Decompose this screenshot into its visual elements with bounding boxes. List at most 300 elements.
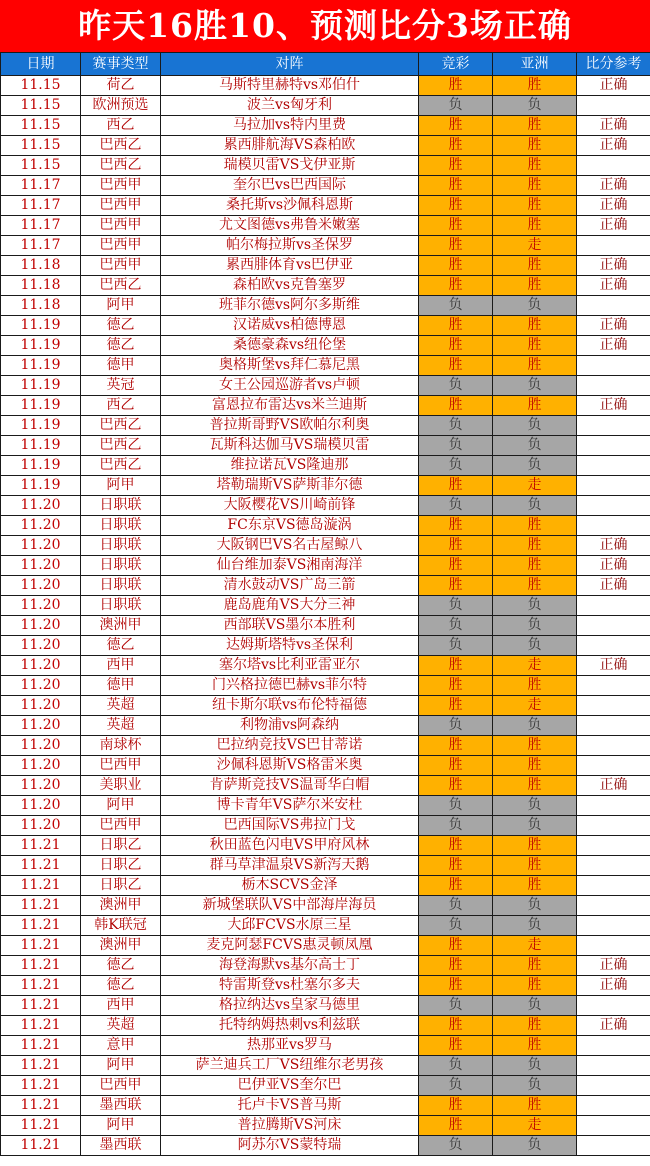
table-row: [1, 1116, 650, 1136]
match-cell: 群马草津温泉VS新泻天鹅: [161, 856, 419, 876]
jingcai-cell: 负: [419, 716, 493, 736]
match-cell: 普拉斯哥野VS欧帕尔利奥: [161, 416, 419, 436]
score-ref-cell: 正确: [577, 136, 650, 156]
date-cell: 11.17: [1, 236, 81, 256]
asia-cell: 胜: [493, 776, 577, 796]
table-row: [1, 1056, 650, 1076]
match-cell: 纽卡斯尔联vs布伦特福德: [161, 696, 419, 716]
score-ref-cell: [577, 456, 650, 476]
table-row: [1, 1076, 650, 1096]
asia-cell: 胜: [493, 956, 577, 976]
date-cell: 11.15: [1, 76, 81, 96]
league-cell: 巴西甲: [81, 236, 161, 256]
match-cell: 格拉纳达vs皇家马德里: [161, 996, 419, 1016]
table-row: [1, 296, 650, 316]
date-cell: 11.20: [1, 496, 81, 516]
league-cell: 巴西甲: [81, 256, 161, 276]
match-cell: 森柏欧vs克鲁塞罗: [161, 276, 419, 296]
league-cell: 阿甲: [81, 796, 161, 816]
asia-cell: 胜: [493, 216, 577, 236]
table-row: [1, 1016, 650, 1036]
match-cell: 新城堡联队VS中部海岸海员: [161, 896, 419, 916]
date-cell: 11.20: [1, 556, 81, 576]
match-cell: 马拉加vs特内里费: [161, 116, 419, 136]
match-cell: 热那亚vs罗马: [161, 1036, 419, 1056]
score-ref-cell: [577, 1056, 650, 1076]
league-cell: 日职联: [81, 576, 161, 596]
score-ref-cell: 正确: [577, 276, 650, 296]
asia-cell: 胜: [493, 156, 577, 176]
date-cell: 11.17: [1, 216, 81, 236]
match-cell: 波兰vs匈牙利: [161, 96, 419, 116]
league-cell: 南球杯: [81, 736, 161, 756]
jingcai-cell: 负: [419, 896, 493, 916]
jingcai-cell: 胜: [419, 696, 493, 716]
table-row: [1, 856, 650, 876]
league-cell: 巴西甲: [81, 756, 161, 776]
league-cell: 德甲: [81, 676, 161, 696]
table-row: [1, 656, 650, 676]
asia-cell: 负: [493, 896, 577, 916]
league-cell: 日职联: [81, 556, 161, 576]
asia-cell: 胜: [493, 76, 577, 96]
match-cell: 塞尔塔vs比利亚雷亚尔: [161, 656, 419, 676]
league-cell: 德乙: [81, 336, 161, 356]
jingcai-cell: 胜: [419, 276, 493, 296]
table-row: [1, 156, 650, 176]
score-ref-cell: [577, 1096, 650, 1116]
date-cell: 11.19: [1, 356, 81, 376]
jingcai-cell: 胜: [419, 956, 493, 976]
match-cell: 瑞模贝雷VS戈伊亚斯: [161, 156, 419, 176]
match-cell: 塔勒瑞斯VS萨斯菲尔德: [161, 476, 419, 496]
league-cell: 澳洲甲: [81, 936, 161, 956]
jingcai-cell: 胜: [419, 216, 493, 236]
asia-cell: 负: [493, 456, 577, 476]
match-cell: 秋田蓝色闪电VS甲府风林: [161, 836, 419, 856]
jingcai-cell: 胜: [419, 176, 493, 196]
table-row: [1, 436, 650, 456]
match-cell: 奥格斯堡vs拜仁慕尼黑: [161, 356, 419, 376]
league-cell: 日职乙: [81, 836, 161, 856]
table-row: [1, 316, 650, 336]
date-cell: 11.20: [1, 776, 81, 796]
league-cell: 西乙: [81, 116, 161, 136]
date-cell: 11.21: [1, 1016, 81, 1036]
match-cell: 门兴格拉德巴赫vs菲尔特: [161, 676, 419, 696]
date-cell: 11.21: [1, 1096, 81, 1116]
date-cell: 11.21: [1, 936, 81, 956]
table-row: [1, 456, 650, 476]
match-cell: 女王公园巡游者vs卢顿: [161, 376, 419, 396]
asia-cell: 胜: [493, 276, 577, 296]
asia-cell: 胜: [493, 756, 577, 776]
date-cell: 11.20: [1, 696, 81, 716]
table-row: [1, 716, 650, 736]
date-cell: 11.21: [1, 856, 81, 876]
table-row: [1, 1096, 650, 1116]
asia-cell: 胜: [493, 836, 577, 856]
match-cell: 瓦斯科达伽马VS瑞模贝雷: [161, 436, 419, 456]
league-cell: 日职乙: [81, 856, 161, 876]
score-ref-cell: 正确: [577, 976, 650, 996]
league-cell: 巴西甲: [81, 1076, 161, 1096]
score-ref-cell: [577, 416, 650, 436]
jingcai-cell: 负: [419, 416, 493, 436]
jingcai-cell: 负: [419, 296, 493, 316]
asia-cell: 胜: [493, 516, 577, 536]
date-cell: 11.19: [1, 416, 81, 436]
score-ref-cell: [577, 916, 650, 936]
league-cell: 澳洲甲: [81, 616, 161, 636]
jingcai-cell: 负: [419, 376, 493, 396]
league-cell: 德甲: [81, 356, 161, 376]
asia-cell: 胜: [493, 876, 577, 896]
match-cell: 维拉诺瓦VS隆迪那: [161, 456, 419, 476]
asia-cell: 负: [493, 596, 577, 616]
date-cell: 11.19: [1, 396, 81, 416]
league-cell: 阿甲: [81, 1056, 161, 1076]
jingcai-cell: 胜: [419, 1036, 493, 1056]
date-cell: 11.21: [1, 836, 81, 856]
score-ref-cell: [577, 236, 650, 256]
date-cell: 11.21: [1, 956, 81, 976]
table-row: [1, 136, 650, 156]
league-cell: 巴西乙: [81, 456, 161, 476]
score-ref-cell: [577, 1136, 650, 1156]
league-cell: 英超: [81, 696, 161, 716]
score-ref-cell: [577, 876, 650, 896]
table-row: [1, 936, 650, 956]
league-cell: 墨西联: [81, 1136, 161, 1156]
date-cell: 11.20: [1, 716, 81, 736]
asia-cell: 负: [493, 796, 577, 816]
asia-cell: 胜: [493, 256, 577, 276]
jingcai-cell: 胜: [419, 156, 493, 176]
match-cell: 萨兰迪兵工厂VS纽维尔老男孩: [161, 1056, 419, 1076]
table-row: [1, 976, 650, 996]
jingcai-cell: 胜: [419, 836, 493, 856]
league-cell: 西乙: [81, 396, 161, 416]
league-cell: 美职业: [81, 776, 161, 796]
header-asia: 亚洲: [493, 53, 577, 76]
date-cell: 11.20: [1, 796, 81, 816]
date-cell: 11.15: [1, 116, 81, 136]
jingcai-cell: 胜: [419, 316, 493, 336]
table-row: [1, 636, 650, 656]
jingcai-cell: 胜: [419, 656, 493, 676]
date-cell: 11.17: [1, 196, 81, 216]
score-ref-cell: [577, 736, 650, 756]
jingcai-cell: 胜: [419, 196, 493, 216]
table-row: [1, 556, 650, 576]
table-row: [1, 596, 650, 616]
match-cell: 桑托斯vs沙佩科恩斯: [161, 196, 419, 216]
table-row: [1, 676, 650, 696]
score-ref-cell: 正确: [577, 256, 650, 276]
table-row: [1, 796, 650, 816]
header-jingcai: 竞彩: [419, 53, 493, 76]
league-cell: 巴西乙: [81, 436, 161, 456]
match-cell: 托特纳姆热刺vs利兹联: [161, 1016, 419, 1036]
league-cell: 日职联: [81, 536, 161, 556]
match-cell: 累西腓航海VS森柏欧: [161, 136, 419, 156]
match-cell: 栃木SCVS金泽: [161, 876, 419, 896]
jingcai-cell: 负: [419, 496, 493, 516]
score-ref-cell: 正确: [577, 176, 650, 196]
asia-cell: 胜: [493, 136, 577, 156]
asia-cell: 负: [493, 436, 577, 456]
score-ref-cell: [577, 96, 650, 116]
asia-cell: 胜: [493, 116, 577, 136]
score-ref-cell: 正确: [577, 776, 650, 796]
score-ref-cell: 正确: [577, 196, 650, 216]
asia-cell: 胜: [493, 1016, 577, 1036]
table-row: [1, 616, 650, 636]
date-cell: 11.20: [1, 596, 81, 616]
date-cell: 11.20: [1, 656, 81, 676]
asia-cell: 负: [493, 716, 577, 736]
match-cell: 肯萨斯竞技VS温哥华白帽: [161, 776, 419, 796]
score-ref-cell: [577, 1076, 650, 1096]
league-cell: 日职联: [81, 496, 161, 516]
date-cell: 11.20: [1, 676, 81, 696]
league-cell: 澳洲甲: [81, 896, 161, 916]
score-ref-cell: [577, 356, 650, 376]
table-row: [1, 736, 650, 756]
header-score-ref: 比分参考: [577, 53, 650, 76]
league-cell: 巴西甲: [81, 816, 161, 836]
score-ref-cell: [577, 816, 650, 836]
date-cell: 11.17: [1, 176, 81, 196]
asia-cell: 胜: [493, 196, 577, 216]
match-cell: 阿苏尔VS蒙特瑞: [161, 1136, 419, 1156]
score-ref-cell: [577, 376, 650, 396]
asia-cell: 胜: [493, 536, 577, 556]
asia-cell: 走: [493, 476, 577, 496]
asia-cell: 负: [493, 1136, 577, 1156]
asia-cell: 胜: [493, 336, 577, 356]
score-ref-cell: [577, 896, 650, 916]
asia-cell: 胜: [493, 856, 577, 876]
asia-cell: 胜: [493, 1036, 577, 1056]
jingcai-cell: 负: [419, 96, 493, 116]
date-cell: 11.20: [1, 636, 81, 656]
table-row: [1, 916, 650, 936]
date-cell: 11.19: [1, 376, 81, 396]
date-cell: 11.21: [1, 1136, 81, 1156]
jingcai-cell: 胜: [419, 336, 493, 356]
date-cell: 11.21: [1, 1116, 81, 1136]
table-row: [1, 476, 650, 496]
asia-cell: 负: [493, 1076, 577, 1096]
league-cell: 德乙: [81, 976, 161, 996]
table-row: [1, 516, 650, 536]
score-ref-cell: 正确: [577, 956, 650, 976]
league-cell: 巴西乙: [81, 416, 161, 436]
table-row: [1, 256, 650, 276]
score-ref-cell: [577, 756, 650, 776]
jingcai-cell: 胜: [419, 1096, 493, 1116]
date-cell: 11.21: [1, 916, 81, 936]
table-row: [1, 896, 650, 916]
table-row: [1, 816, 650, 836]
table-row: [1, 956, 650, 976]
league-cell: 巴西乙: [81, 156, 161, 176]
jingcai-cell: 负: [419, 596, 493, 616]
date-cell: 11.21: [1, 896, 81, 916]
table-row: [1, 416, 650, 436]
match-cell: 特雷斯登vs杜塞尔多夫: [161, 976, 419, 996]
match-cell: 巴西国际VS弗拉门戈: [161, 816, 419, 836]
league-cell: 阿甲: [81, 476, 161, 496]
match-cell: 沙佩科恩斯VS格雷米奥: [161, 756, 419, 776]
match-cell: 尤文图德vs弗鲁米嫩塞: [161, 216, 419, 236]
match-cell: 奎尔巴vs巴西国际: [161, 176, 419, 196]
league-cell: 阿甲: [81, 1116, 161, 1136]
match-cell: 马斯特里赫特vs邓伯什: [161, 76, 419, 96]
table-row: [1, 756, 650, 776]
score-ref-cell: [577, 836, 650, 856]
date-cell: 11.20: [1, 576, 81, 596]
jingcai-cell: 胜: [419, 936, 493, 956]
date-cell: 11.19: [1, 476, 81, 496]
jingcai-cell: 负: [419, 1076, 493, 1096]
asia-cell: 负: [493, 376, 577, 396]
match-cell: 累西腓体育vs巴伊亚: [161, 256, 419, 276]
score-ref-cell: [577, 516, 650, 536]
header-date: 日期: [1, 53, 81, 76]
asia-cell: 负: [493, 636, 577, 656]
score-ref-cell: [577, 296, 650, 316]
date-cell: 11.21: [1, 996, 81, 1016]
jingcai-cell: 负: [419, 616, 493, 636]
date-cell: 11.21: [1, 1076, 81, 1096]
jingcai-cell: 胜: [419, 236, 493, 256]
date-cell: 11.21: [1, 1036, 81, 1056]
asia-cell: 胜: [493, 556, 577, 576]
league-cell: 德乙: [81, 316, 161, 336]
score-ref-cell: 正确: [577, 336, 650, 356]
date-cell: 11.15: [1, 156, 81, 176]
table-row: [1, 116, 650, 136]
date-cell: 11.21: [1, 876, 81, 896]
league-cell: 巴西甲: [81, 176, 161, 196]
match-cell: 托卢卡VS普马斯: [161, 1096, 419, 1116]
table-row: [1, 176, 650, 196]
jingcai-cell: 负: [419, 796, 493, 816]
table-row: [1, 376, 650, 396]
jingcai-cell: 胜: [419, 776, 493, 796]
jingcai-cell: 胜: [419, 536, 493, 556]
match-cell: 大阪钢巴VS名古屋鲸八: [161, 536, 419, 556]
asia-cell: 胜: [493, 1096, 577, 1116]
asia-cell: 负: [493, 616, 577, 636]
date-cell: 11.15: [1, 136, 81, 156]
match-cell: 班菲尔德vs阿尔多斯维: [161, 296, 419, 316]
match-cell: 大阪樱花VS川崎前锋: [161, 496, 419, 516]
score-ref-cell: [577, 1036, 650, 1056]
jingcai-cell: 胜: [419, 556, 493, 576]
date-cell: 11.19: [1, 456, 81, 476]
jingcai-cell: 胜: [419, 1016, 493, 1036]
date-cell: 11.18: [1, 296, 81, 316]
match-cell: 博卡青年VS萨尔米安杜: [161, 796, 419, 816]
score-ref-cell: 正确: [577, 396, 650, 416]
jingcai-cell: 负: [419, 1136, 493, 1156]
asia-cell: 负: [493, 96, 577, 116]
score-ref-cell: [577, 596, 650, 616]
date-cell: 11.21: [1, 1056, 81, 1076]
score-ref-cell: 正确: [577, 556, 650, 576]
table-row: [1, 76, 650, 96]
date-cell: 11.20: [1, 536, 81, 556]
asia-cell: 走: [493, 236, 577, 256]
league-cell: 意甲: [81, 1036, 161, 1056]
score-ref-cell: 正确: [577, 1016, 650, 1036]
asia-cell: 胜: [493, 176, 577, 196]
league-cell: 荷乙: [81, 76, 161, 96]
date-cell: 11.20: [1, 756, 81, 776]
asia-cell: 负: [493, 296, 577, 316]
prediction-table: [0, 52, 650, 1156]
date-cell: 11.19: [1, 316, 81, 336]
league-cell: 日职联: [81, 516, 161, 536]
jingcai-cell: 负: [419, 636, 493, 656]
date-cell: 11.21: [1, 976, 81, 996]
league-cell: 巴西乙: [81, 136, 161, 156]
score-ref-cell: 正确: [577, 316, 650, 336]
match-cell: 西部联VS墨尔本胜利: [161, 616, 419, 636]
jingcai-cell: 负: [419, 456, 493, 476]
league-cell: 欧洲预选: [81, 96, 161, 116]
jingcai-cell: 胜: [419, 976, 493, 996]
table-row: [1, 276, 650, 296]
asia-cell: 胜: [493, 356, 577, 376]
score-ref-cell: [577, 436, 650, 456]
table-row: [1, 496, 650, 516]
jingcai-cell: 胜: [419, 116, 493, 136]
score-ref-cell: 正确: [577, 656, 650, 676]
league-cell: 韩K联冠: [81, 916, 161, 936]
match-cell: 麦克阿瑟FCVS惠灵顿凤凰: [161, 936, 419, 956]
score-ref-cell: [577, 636, 650, 656]
match-cell: FC东京VS德岛漩涡: [161, 516, 419, 536]
league-cell: 阿甲: [81, 296, 161, 316]
score-ref-cell: 正确: [577, 216, 650, 236]
date-cell: 11.20: [1, 816, 81, 836]
league-cell: 英冠: [81, 376, 161, 396]
league-cell: 墨西联: [81, 1096, 161, 1116]
jingcai-cell: 胜: [419, 856, 493, 876]
score-ref-cell: [577, 476, 650, 496]
asia-cell: 走: [493, 1116, 577, 1136]
match-cell: 清水鼓动VS广岛三箭: [161, 576, 419, 596]
table-row: [1, 836, 650, 856]
score-ref-cell: [577, 1116, 650, 1136]
score-ref-cell: [577, 856, 650, 876]
league-cell: 德乙: [81, 956, 161, 976]
jingcai-cell: 胜: [419, 356, 493, 376]
header-row: [1, 53, 650, 76]
match-cell: 桑德豪森vs纽伦堡: [161, 336, 419, 356]
header-league: 赛事类型: [81, 53, 161, 76]
score-ref-cell: [577, 996, 650, 1016]
jingcai-cell: 负: [419, 436, 493, 456]
score-ref-cell: [577, 676, 650, 696]
table-row: [1, 1036, 650, 1056]
jingcai-cell: 胜: [419, 736, 493, 756]
